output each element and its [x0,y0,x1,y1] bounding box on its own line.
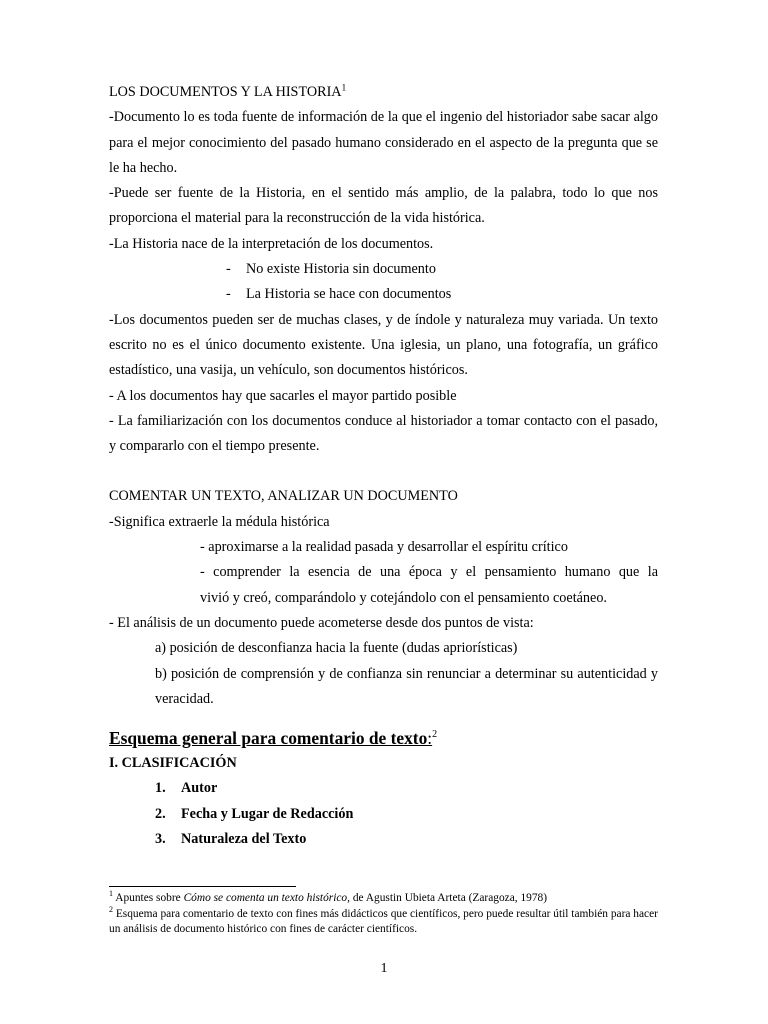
document-body [109,80,658,852]
numbered-item: 1. Autor [155,780,218,797]
option-item-a: a) posición de desconfianza hacia la fuente (dudas apriorísticas) [155,640,518,657]
sub-item-continuation: vivió y creó, comparándolo y cotejándolo con el pensamiento coetáneo. [200,589,607,606]
sub-item: - comprender la esencia de una época y el pensamiento humano que la [200,564,658,581]
footnote-separator [109,886,296,887]
sub-item: - aproximarse a la realidad pasada y desarrollar el espíritu crítico [200,539,568,556]
section-heading-documentos: LOS DOCUMENTOS Y LA HISTORIA$^1$ [109,83,347,100]
scheme-title: Esquema general para comentario de texto:$^2$ [109,728,438,749]
paragraph: -Documento lo es toda fuente de información de la que el ingenio del historiador sabe sacar algo para el mejor conocimiento del pasado humano considerado en el aspecto de la pregunta que se le ha hecho. [109,109,658,176]
paragraph: - La familiarización con los documentos conduce al historiador a tomar contacto con el pasado, y compararlo con el tiempo presente. [109,412,658,455]
section-heading-comentar: COMENTAR UN TEXTO, ANALIZAR UN DOCUMENTO [109,488,458,505]
paragraph: -Los documentos pueden ser de muchas clases, y de índole y naturaleza muy variada. Un texto escrito no es el único documento existente. Una iglesia, un plano, una fotografía, un gráfico estadístico, una vasija, un vehículo, son documentos históricos. [109,311,658,379]
footnote-2: $^2$ Esquema para comentario de texto con fines más didácticos que científicos, pero puede resultar útil también para hacer un análisis de documento histórico con fines de carácter científicos. [109,904,658,935]
footnote-1: $^1$ Apuntes sobre Cómo se comenta un texto histórico, de Agustin Ubieta Arteta (Zaragoza, 1978) [109,889,548,904]
footnotes [109,891,658,938]
footnote-ref: 2 [432,729,438,741]
page-number: 1 [380,961,388,976]
paragraph: - El análisis de un documento puede acometerse desde dos puntos de vista: [109,614,534,631]
numbered-item: 3. Naturaleza del Texto [155,831,307,848]
dash-list-item: - No existe Historia sin documento [226,261,436,278]
subheading-clasificacion: I. CLASIFICACIÓN [109,755,237,772]
spacer [109,459,658,484]
numbered-item: 2. Fecha y Lugar de Redacción [155,805,354,822]
paragraph: -Puede ser fuente de la Historia, en el sentido más amplio, de la palabra, todo lo que nos proporciona el material para la reconstrucción de la vida histórica. [109,185,658,227]
paragraph: -La Historia nace de la interpretación de los documentos. [109,235,434,252]
option-item-b: b) posición de comprensión y de confianza sin renunciar a determinar su autenticidad y veracidad. [155,665,658,707]
paragraph: -Significa extraerle la médula histórica [109,513,330,530]
paragraph: - A los documentos hay que sacarles el mayor partido posible [109,387,457,404]
footnote-ref: 1 [341,83,347,94]
dash-list-item: - La Historia se hace con documentos [226,286,452,303]
